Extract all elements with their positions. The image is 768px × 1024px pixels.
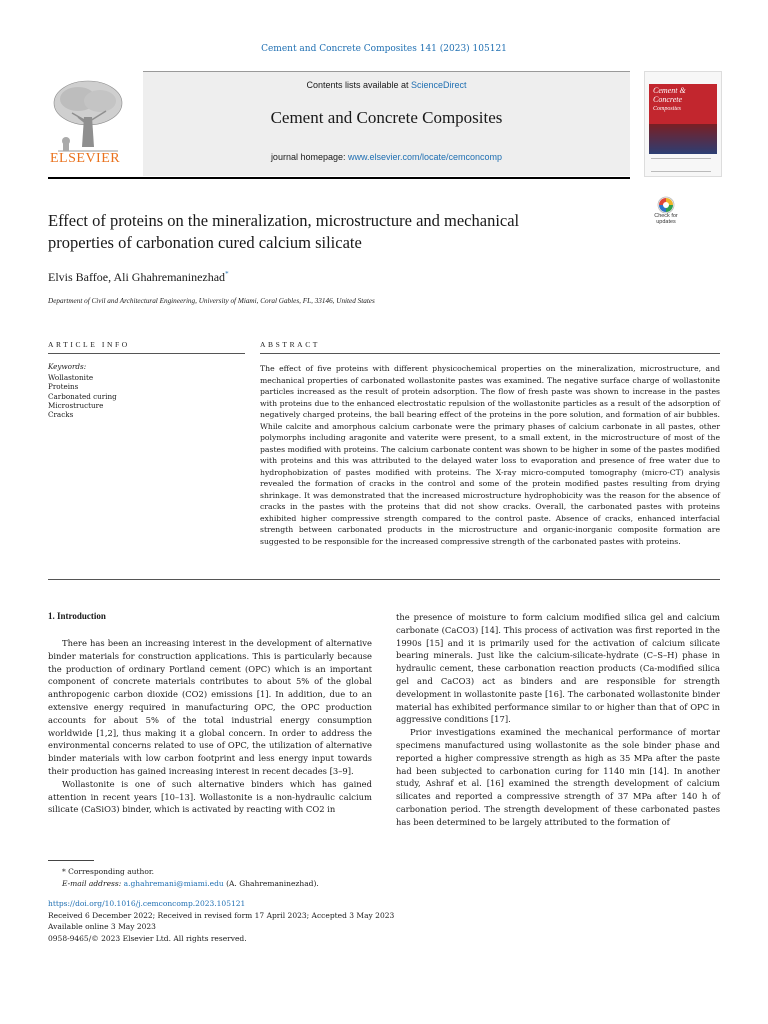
body-column-left <box>48 637 372 816</box>
header-bottom-rule <box>48 177 630 179</box>
available-online: Available online 3 May 2023 <box>48 922 156 931</box>
received-dates: Received 6 December 2022; Received in revised form 17 April 2023; Accepted 3 May 2023 <box>48 910 395 920</box>
publisher-wordmark: ELSEVIER <box>50 151 121 166</box>
abstract-text: The effect of five proteins with different physicochemical properties on the mineralization, microstructure, and mechanical properties of carbonated wollastonite pastes was examined. The negative surface charge of wollastonite particles increased as the result of protein adsorption. The flow of fresh paste was shown to increase in the pastes with proteins due to the enhanced electrostatic repulsion of the wollastonite particles as a result of the adsorption of negatively charged proteins, the ball bearing effect of the proteins in the pore solution, and formation of air bubbles. While calcite and amorphous calcium carbonate were the primary phases of calcium carbonate in all pastes, other polymorphs including aragonite and vaterite were present, to a small extent, in the microstructure of most of the pastes modified with proteins. The calcium carbonate content was shown to be higher in some of the pastes modified with proteins and this was attributed to the delayed water loss to evaporation and presence of free water due to hydrophobization of pastes modified with proteins. The X-ray micro-computed tomography (micro-CT) analysis revealed the formation of cracks in the control and some of the protein modified pastes resulting from drying shrinkage. It was demonstrated that the increased microstructure hydrophobicity was the reason for the absence of cracks in the pastes with the proteins that did not show cracks. Overall, the carbonated pastes with proteins exhibited higher compressive strength compared to the control paste. Absence of cracks, enhanced interfacial strength between carbonated products in the microstructure and organic-inorganic composite formation are suggested to be responsible for the increased compressive strength of the carbonated pastes with proteins. <box>260 364 720 546</box>
keyword-item: Carbonated curing <box>48 391 117 401</box>
abstract-rule <box>260 353 720 354</box>
footnote-rule <box>48 860 94 861</box>
contents-line <box>143 80 630 90</box>
copyright-line: 0958-9465/© 2023 Elsevier Ltd. All rights reserved. <box>48 933 247 943</box>
keyword-item: Wollastonite <box>48 373 94 382</box>
footnotes <box>48 866 319 890</box>
tree-logo-icon <box>48 77 128 155</box>
check-for-updates-badge[interactable] <box>646 196 686 232</box>
article-title <box>48 210 628 254</box>
introduction-heading: 1. Introduction <box>48 611 106 621</box>
cover-title-line1: Cement & <box>653 86 686 95</box>
keyword-item: Microstructure <box>48 400 104 410</box>
keyword-item: Cracks <box>48 410 74 420</box>
doi-link[interactable]: https://doi.org/10.1016/j.cemconcomp.2023.105121 <box>48 899 246 908</box>
journal-title: Cement and Concrete Composites <box>270 108 503 127</box>
author-list <box>48 270 229 285</box>
email-note <box>48 878 319 890</box>
intro-paragraph-1: There has been an increasing interest in the development of alternative binder materials for construction applications. This is particularly because the production of ordinary Portland cement (OPC) which is an important component of concrete materials contributes to about 5% of the global anthropogenic carbon dioxide (CO2) emissions [1]. In addition, due to an extensive energy required in manufacturing OPC, the OPC production accounts for about 5% of the total industrial energy consumption worldwide [1,2], thus making it a global concern. In order to address the environmental concerns related to use of OPC, the utilization of alternative binder materials with low carbon footprint and less energy input towards their production has gained increasing interest in recent decades [3–9]. <box>48 638 372 776</box>
homepage-prefix: journal homepage: <box>270 152 348 162</box>
email-label: E-mail address: <box>62 879 124 888</box>
contents-prefix: Contents lists available at <box>306 80 412 90</box>
title-line-2: properties of carbonation cured calcium silicate <box>48 233 362 252</box>
abstract-bottom-rule <box>48 579 720 580</box>
corresponding-mark[interactable]: * <box>225 270 229 278</box>
cover-title-line3: Composites <box>653 106 682 112</box>
homepage-line <box>143 152 630 162</box>
journal-banner <box>143 72 630 176</box>
intro-paragraph-3: Prior investigations examined the mechanical performance of mortar specimens manufactured using wollastonite as the sole binder phase and reported a higher compressive strength as high as 35 MPa after the paste had been subjected to carbonation curing for 1140 min [14]. In another study, Ashraf et al. [16] examined the strength development of calcium silicates and reported a compressive strength of 37 MPa after 140 h of carbonation period. The strength development of these carbonated pastes has been determined to be largely attributed to the formation of <box>396 727 720 827</box>
email-suffix: (A. Ghahremaninezhad). <box>223 879 319 888</box>
check-updates-icon <box>646 196 686 214</box>
keyword-item: Proteins <box>48 382 79 392</box>
article-info-heading: ARTICLE INFO <box>48 340 130 349</box>
homepage-link[interactable]: www.elsevier.com/locate/cemconcomp <box>348 152 503 162</box>
body-column-right <box>396 611 720 829</box>
intro-paragraph-2: Wollastonite is one of such alternative binders which has gained attention in recent years [10–13]. Wollastonite is a non-hydraulic calcium silicate (CaSiO3) binder, which is activated by reacting with CO2 in <box>48 778 372 815</box>
check-updates-label: Check for updates <box>654 213 678 225</box>
journal-cover-thumbnail[interactable] <box>644 71 722 177</box>
authors-names[interactable]: Elvis Baffoe, Ali Ghahremaninezhad <box>48 270 226 284</box>
sciencedirect-link[interactable]: ScienceDirect <box>411 80 467 90</box>
affiliation: Department of Civil and Architectural Engineering, University of Miami, Coral Gables, FL, 33146, United States <box>48 297 375 305</box>
journal-citation[interactable]: Cement and Concrete Composites 141 (2023) 105121 <box>261 44 507 54</box>
cover-text-lines <box>651 158 711 172</box>
corresponding-author-note: * Corresponding author. <box>62 867 155 876</box>
publication-info <box>48 898 394 944</box>
cover-image <box>649 124 717 154</box>
keywords-list <box>48 373 117 419</box>
email-link[interactable]: a.ghahremani@miami.edu <box>123 879 224 888</box>
article-info-rule <box>48 353 245 354</box>
abstract-heading: ABSTRACT <box>260 340 320 349</box>
keywords-label: Keywords: <box>48 362 87 371</box>
journal-header <box>48 71 720 175</box>
title-line-1: Effect of proteins on the mineralization, microstructure and mechanical <box>48 211 520 230</box>
cover-title-line2: Concrete <box>653 95 683 104</box>
intro-paragraph-2-cont: the presence of moisture to form calcium modified silica gel and calcium carbonate (CaCO3) [14]. This process of activation was first reported in the 1990s [15] and it is primarily used for the activation of calcium silicate bearing minerals. Just like the calcium-silicate-hydrate (C–S–H) phase in hydraulic cement, these carbonation reaction products (Ca-modified silica gel and CaCO3) act as binders and are responsible for strength development in wollastonite paste [16]. The carbonated wollastonite binder material has exhibited performance similar to or higher than that of OPC in aggressive conditions [17]. <box>396 612 720 725</box>
